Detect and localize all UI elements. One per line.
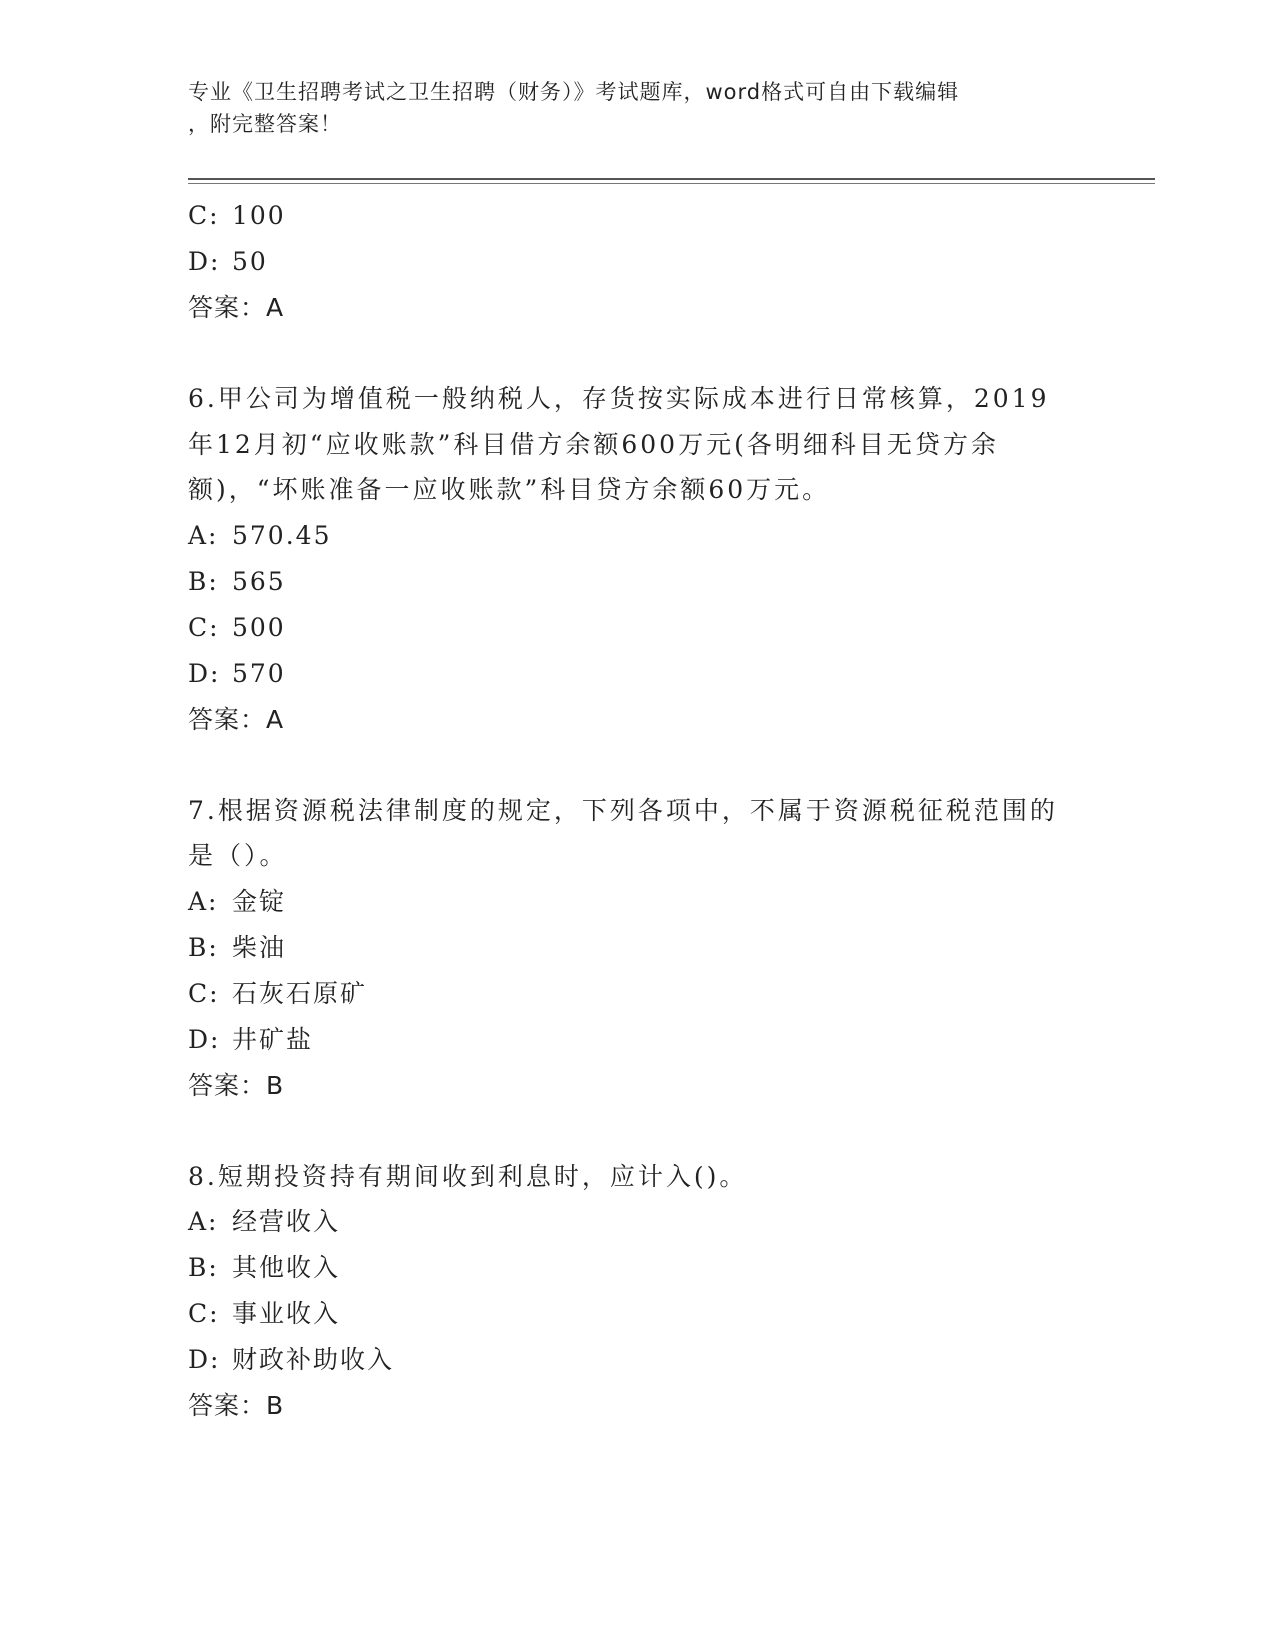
- question-stem: 7.根据资源税法律制度的规定，下列各项中，不属于资源税征税范围的是（）。: [188, 795, 1058, 870]
- question-block: [188, 1154, 1068, 1430]
- option-label: C:: [188, 1299, 220, 1328]
- option-label: D:: [188, 1345, 221, 1374]
- option-label: C:: [188, 612, 220, 642]
- header-divider: [188, 178, 1155, 180]
- option-row: [188, 1291, 1068, 1337]
- option-row: [188, 651, 1068, 697]
- answer-text: 答案：B: [188, 1070, 285, 1100]
- option-label: D:: [188, 658, 221, 688]
- option-label: A:: [188, 520, 219, 550]
- question-list: [188, 193, 1068, 1429]
- document-header: [188, 76, 1068, 140]
- option-text: 事业收入: [232, 1299, 341, 1328]
- answer-text: 答案：B: [188, 1391, 285, 1420]
- answer-text: 答案：A: [188, 704, 285, 734]
- option-label: B:: [188, 1253, 219, 1282]
- option-text: 经营收入: [232, 1207, 341, 1236]
- option-label: D:: [188, 247, 221, 276]
- option-row: [188, 605, 1068, 651]
- option-text: 500: [232, 612, 286, 642]
- option-label: C:: [188, 978, 220, 1008]
- option-label: B:: [188, 932, 219, 962]
- option-row: [188, 925, 1068, 971]
- option-text: 柴油: [232, 932, 287, 962]
- option-text: 570: [232, 658, 286, 688]
- option-row: [188, 1337, 1068, 1383]
- option-text: 565: [232, 566, 286, 596]
- option-row: [188, 1017, 1068, 1063]
- answer-text: 答案：A: [188, 293, 285, 322]
- header-divider-thin: [188, 183, 1155, 184]
- option-label: D:: [188, 1024, 221, 1054]
- question-block: [188, 376, 1068, 743]
- option-row: [188, 559, 1068, 605]
- option-text: 金锭: [232, 886, 287, 916]
- option-text: 井矿盐: [232, 1024, 314, 1054]
- option-row: [188, 193, 1068, 239]
- option-row: [188, 239, 1068, 285]
- option-text: 50: [232, 247, 268, 276]
- header-title-line-1: 专业《卫生招聘考试之卫生招聘（财务）》考试题库，word格式可自由下载编辑: [188, 80, 960, 104]
- option-row: [188, 513, 1068, 559]
- option-text: 财政补助收入: [232, 1345, 395, 1374]
- question-block: [188, 788, 1068, 1109]
- carryover-block: [188, 193, 1068, 331]
- option-row: [188, 1245, 1068, 1291]
- option-label: A:: [188, 1207, 219, 1236]
- option-text: 100: [232, 201, 286, 230]
- option-label: B:: [188, 566, 219, 596]
- header-title-line-2: ，附完整答案！: [188, 112, 342, 136]
- option-text: 其他收入: [232, 1253, 341, 1282]
- option-text: 570.45: [232, 520, 332, 550]
- option-text: 石灰石原矿: [232, 978, 368, 1008]
- option-row: [188, 971, 1068, 1017]
- question-stem: 8.短期投资持有期间收到利息时，应计入()。: [188, 1161, 748, 1191]
- option-label: A:: [188, 886, 219, 916]
- option-label: C:: [188, 201, 220, 230]
- question-stem: 6.甲公司为增值税一般纳税人，存货按实际成本进行日常核算，2019年12月初“应收账款”科目借方余额600万元(各明细科目无贷方余额)，“坏账准备一应收账款”科目贷方余额60万元。: [188, 384, 1050, 504]
- option-row: [188, 879, 1068, 925]
- option-row: [188, 1199, 1068, 1245]
